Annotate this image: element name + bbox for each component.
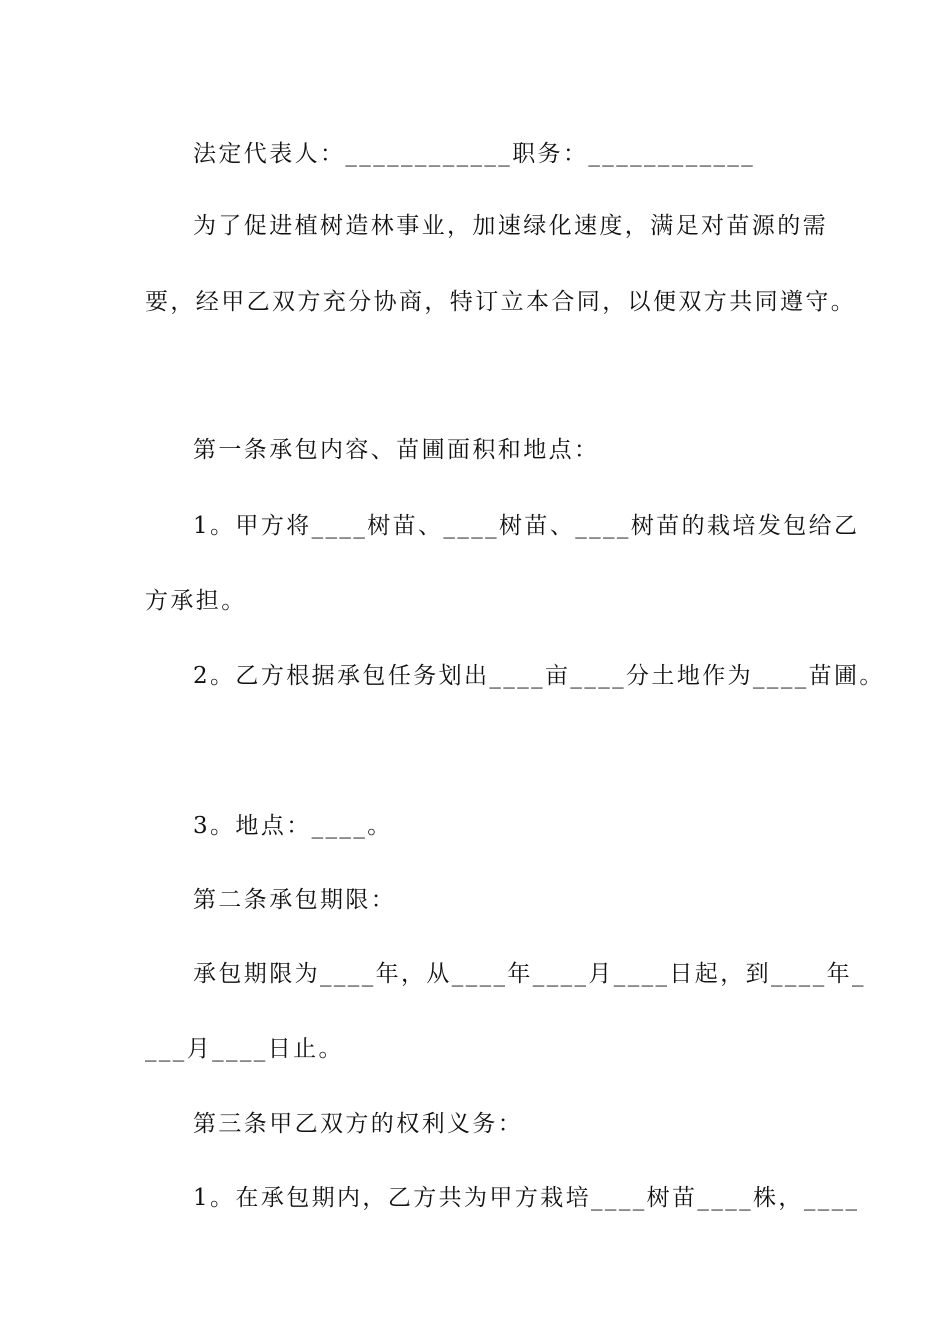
article-1-heading: 第一条承包内容、苗圃面积和地点： <box>193 437 600 463</box>
preamble-line-1: 为了促进植树造林事业，加速绿化速度，满足对苗源的需 <box>193 213 828 239</box>
article-1-item-3: 3。地点：____。 <box>193 813 393 839</box>
article-1-item-1-line-1: 1。甲方将____树苗、____树苗、____树苗的栽培发包给乙 <box>193 513 860 539</box>
article-1-item-2: 2。乙方根据承包任务划出____亩____分土地作为____苗圃。 <box>193 663 885 689</box>
article-2-heading: 第二条承包期限： <box>193 887 397 913</box>
article-2-term-line-1: 承包期限为____年，从____年____月____日起，到____年_ <box>193 961 866 987</box>
article-3-heading: 第三条甲乙双方的权利义务： <box>193 1111 524 1137</box>
legal-representative-line: 法定代表人：____________职务：____________ <box>193 141 756 167</box>
article-3-item-1: 1。在承包期内，乙方共为甲方栽培____树苗____株，____ <box>193 1185 860 1211</box>
article-2-term-line-2: ___月____日止。 <box>145 1036 344 1062</box>
article-1-item-1-line-2: 方承担。 <box>145 588 247 614</box>
preamble-line-2: 要，经甲乙双方充分协商，特订立本合同，以便双方共同遵守。 <box>145 289 857 315</box>
